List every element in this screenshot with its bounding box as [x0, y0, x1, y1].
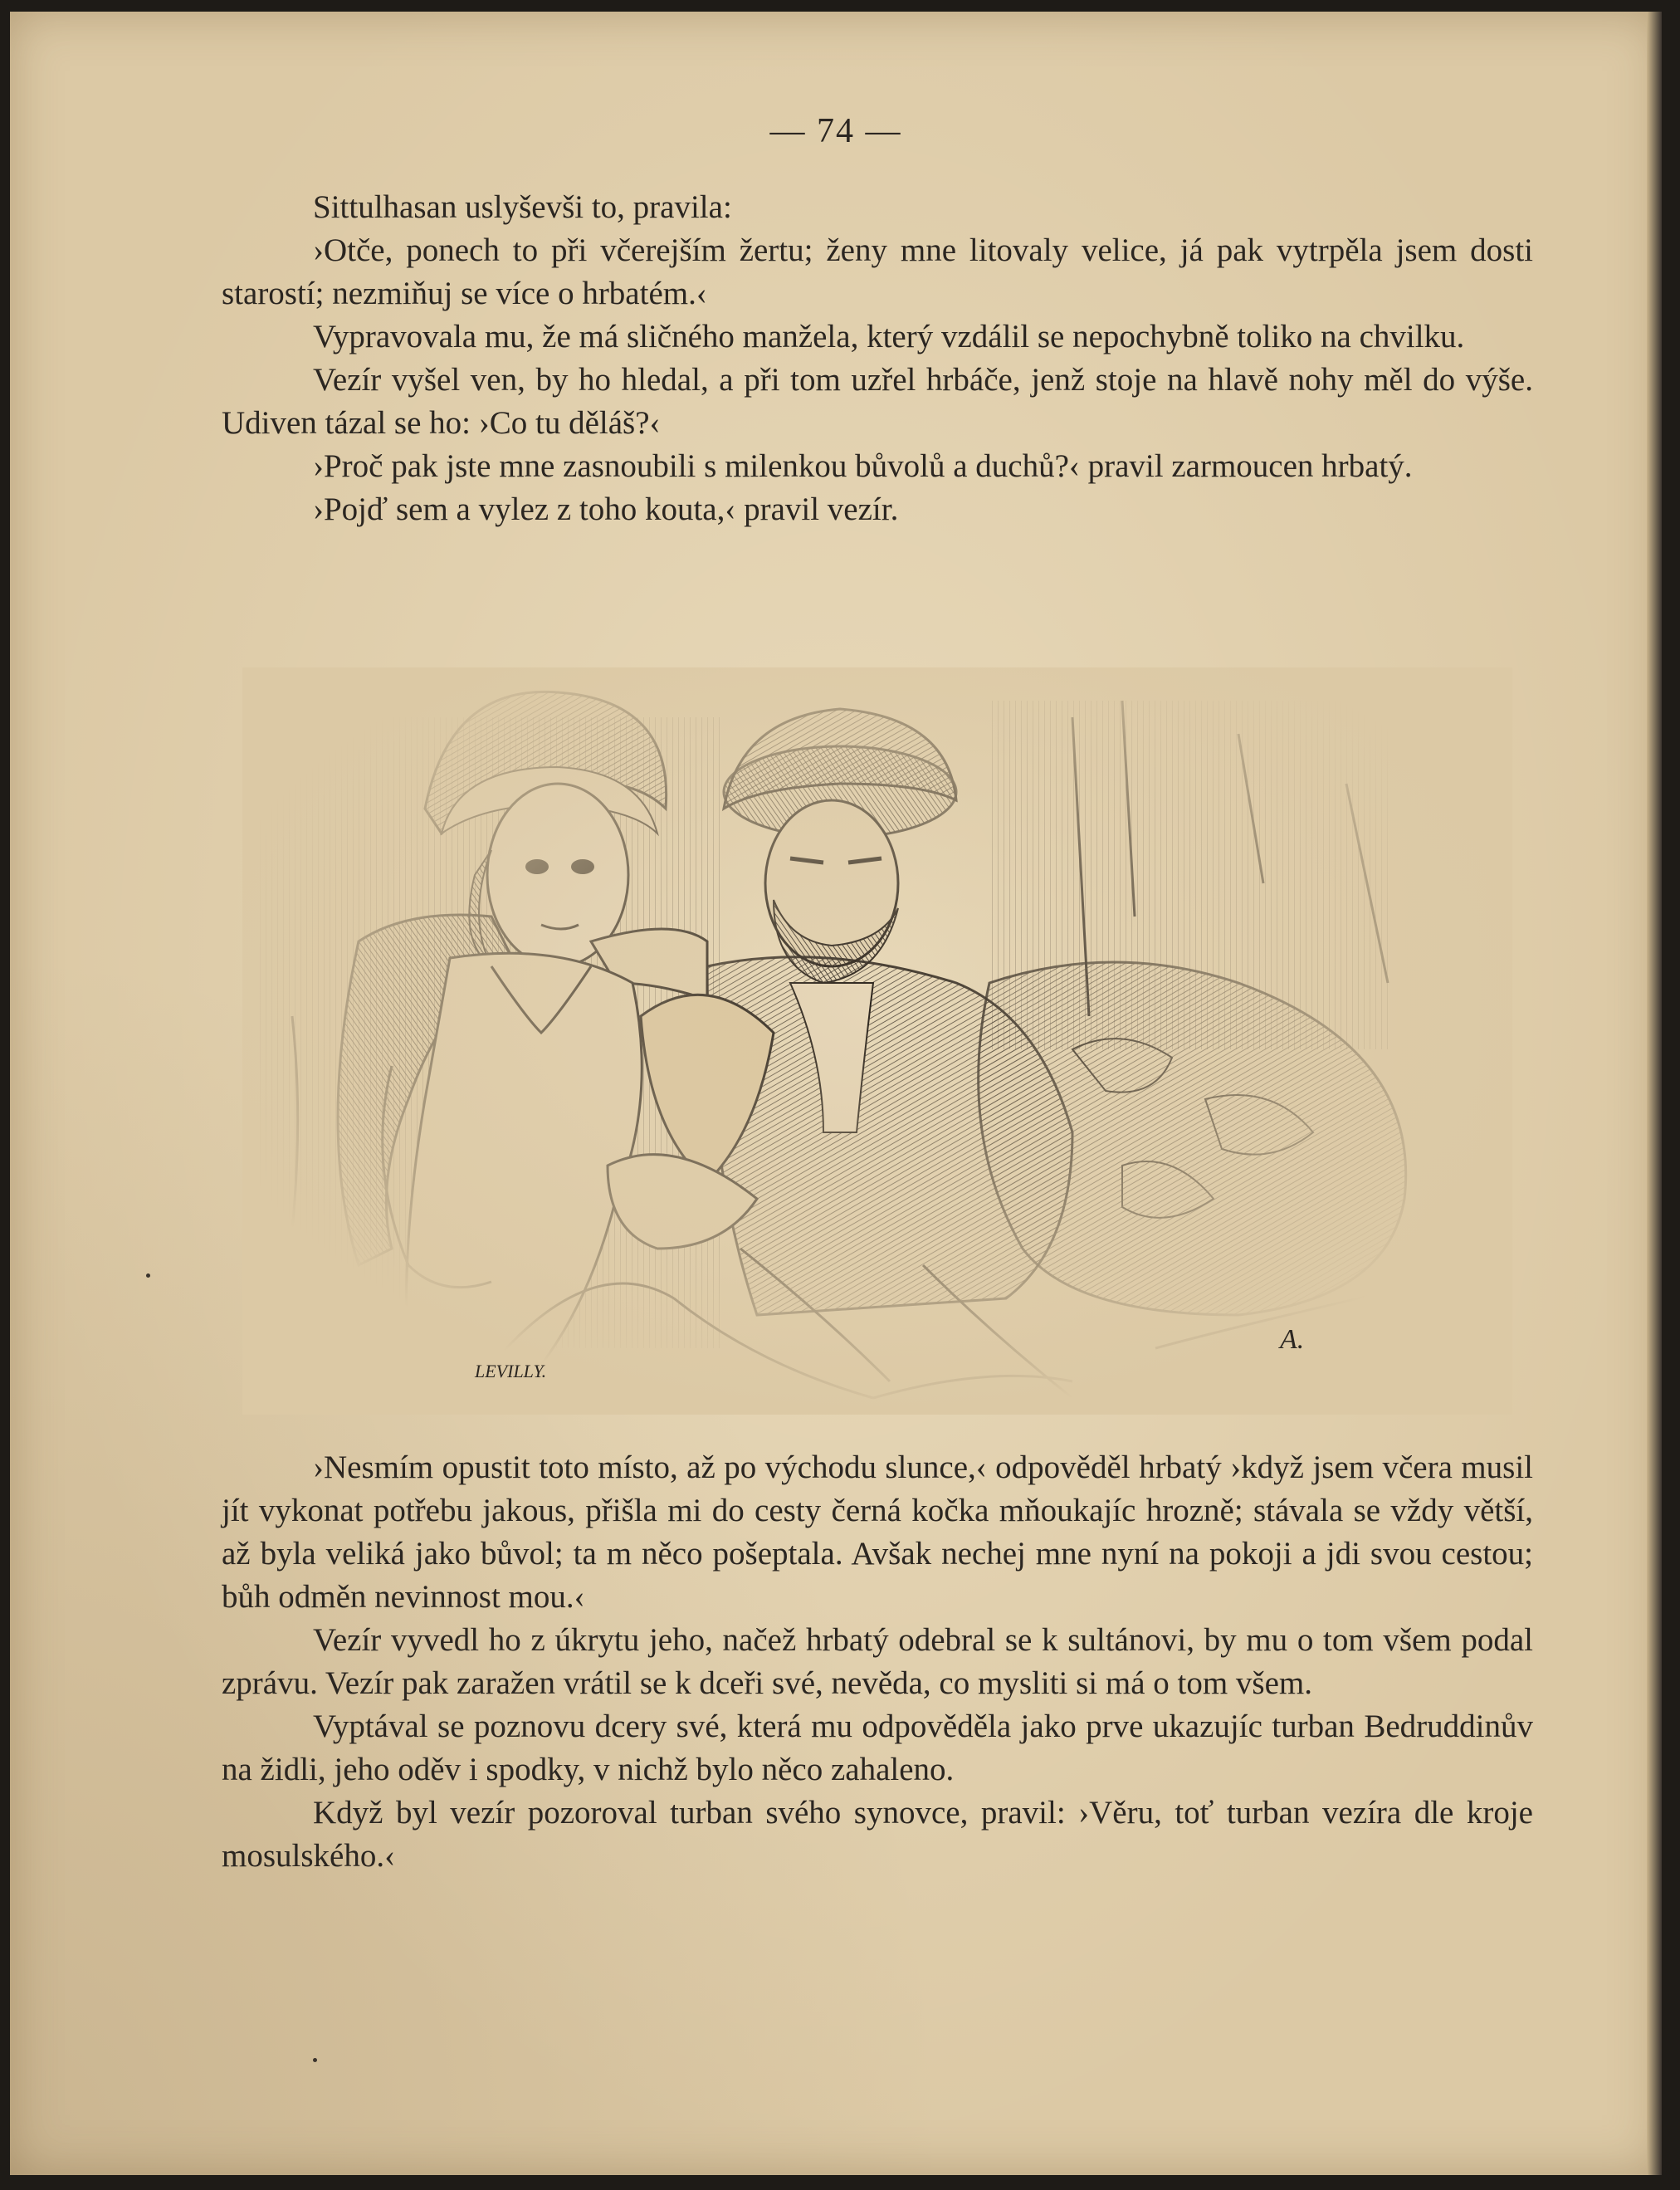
paragraph: Vezír vyvedl ho z úkrytu jeho, načež hrbatý odebral se k sultánovi, by mu o tom všem podal zprávu. Vezír pak zaražen vrátil se k dceři své, nevěda, co mysliti si má o tom všem. — [222, 1622, 1533, 1701]
page-number: — 74 — — [769, 112, 902, 150]
paragraph: Sittulhasan uslyševši to, pravila: — [313, 189, 732, 225]
engraver-signature: LEVILLY. — [475, 1361, 547, 1381]
paragraph: Vyptával se poznovu dcery své, která mu odpověděla jako prve ukazujíc turban Bedruddinův na židli, jeho oděv i spodky, v nichž bylo něco zahaleno. — [222, 1708, 1533, 1787]
artist-monogram: A. — [1280, 1324, 1305, 1355]
paragraph: ›Pojď sem a vylez z toho kouta,‹ pravil vezír. — [313, 491, 899, 527]
book-spine-shadow — [1647, 12, 1662, 2175]
print-speck — [146, 1273, 150, 1278]
book-page — [10, 12, 1662, 2175]
paragraph: ›Otče, ponech to při včerejším žertu; ženy mne litovaly velice, já pak vytrpěla jsem dosti starostí; nezmiňuj se více o hrbatém.‹ — [222, 232, 1533, 311]
paragraph: ›Proč pak jste mne zasnoubili s milenkou bůvolů a duchů?‹ pravil zarmoucen hrbatý. — [313, 448, 1413, 484]
print-speck — [313, 2058, 317, 2062]
text-block-top — [222, 186, 1533, 531]
paragraph: Když byl vezír pozoroval turban svého synovce, pravil: ›Věru, toť turban vezíra dle kroje mosulského.‹ — [222, 1795, 1533, 1874]
engraving-illustration — [242, 667, 1512, 1415]
text-block-bottom — [222, 1446, 1533, 1878]
paragraph: Vezír vyšel ven, by ho hledal, a při tom uzřel hrbáče, jenž stoje na hlavě nohy měl do výše. Udiven tázal se ho: ›Co tu děláš?‹ — [222, 362, 1533, 441]
paragraph: ›Nesmím opustit toto místo, až po východu slunce,‹ odpověděl hrbatý ›když jsem včera musil jít vykonat potřebu jakous, přišla mi do cesty černá kočka mňoukajíc hrozně; stávala se vždy větší, až byla veliká jako bůvol; ta m něco pošeptala. Avšak nechej mne nyní na pokoji a jdi svou cestou; bůh odměn nevinnost mou.‹ — [222, 1449, 1533, 1615]
paragraph: Vypravovala mu, že má sličného manžela, který vzdálil se nepochybně toliko na chvilku. — [313, 319, 1465, 354]
